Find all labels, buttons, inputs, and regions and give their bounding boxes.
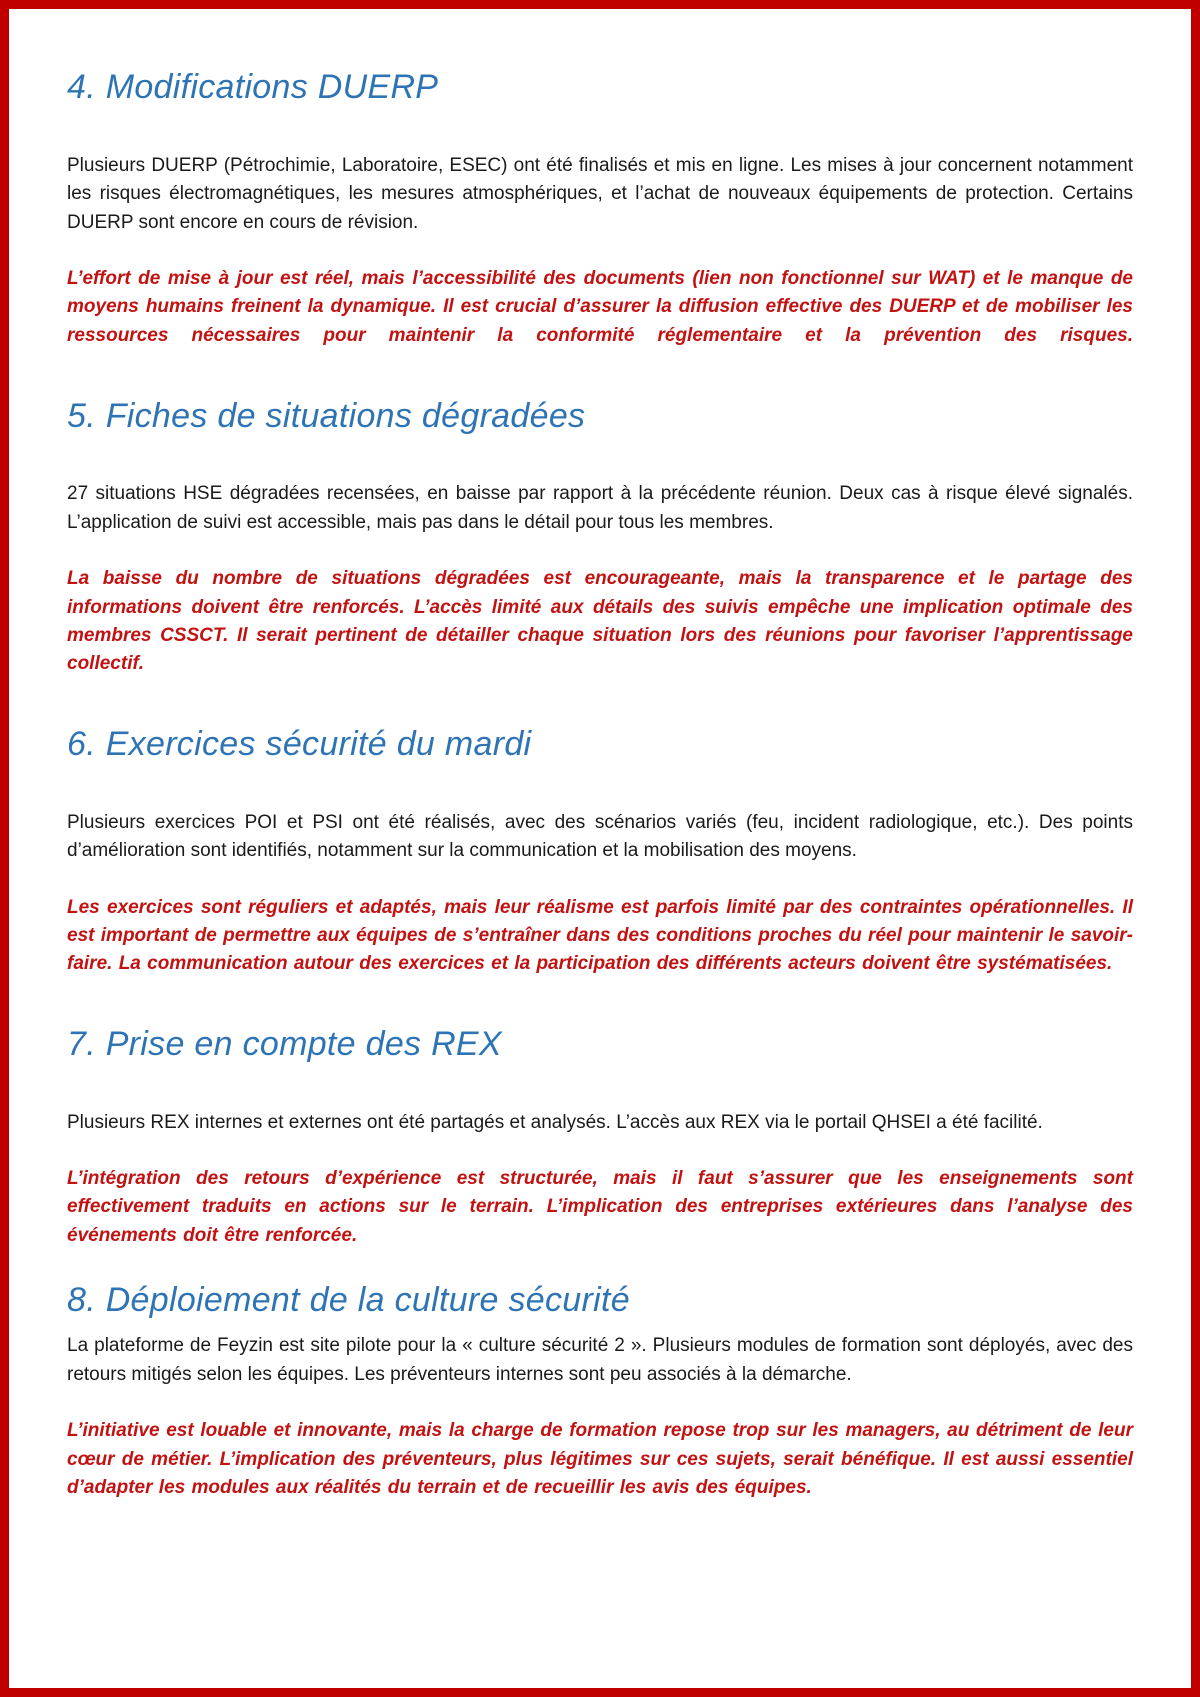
- section-heading: 8. Déploiement de la culture sécurité: [67, 1280, 630, 1319]
- section-modifications-duerp: [67, 67, 1133, 350]
- body-paragraph: Plusieurs REX internes et externes ont été partagés et analysés. L’accès aux REX via le portail QHSEI a été facilité.: [67, 1111, 1043, 1133]
- section-prise-en-compte-rex: [67, 1024, 1133, 1250]
- section-heading: 7. Prise en compte des REX: [67, 1024, 502, 1063]
- section-fiches-situations-degradees: [67, 396, 1133, 678]
- comment-paragraph: Les exercices sont réguliers et adaptés, mais leur réalisme est parfois limité par des contraintes opérationnelles. Il est important de permettre aux équipes de s’entraîner dans des conditions proches du réel pour maintenir le savoir-faire. La communication autour des exercices et la participation des différents acteurs doivent être systématisées.: [67, 896, 1133, 974]
- body-paragraph: 27 situations HSE dégradées recensées, en baisse par rapport à la précédente réunion. Deux cas à risque élevé signalés. L’application de suivi est accessible, mais pas dans le détail pour tous les membres.: [67, 483, 1133, 533]
- comment-paragraph: L’intégration des retours d’expérience est structurée, mais il faut s’assurer que les enseignements sont effectivement traduits en actions sur le terrain. L’implication des entreprises extérieures dans l’analyse des événements doit être renforcée.: [67, 1168, 1133, 1246]
- section-exercices-securite-mardi: [67, 724, 1133, 978]
- body-paragraph: Plusieurs DUERP (Pétrochimie, Laboratoire, ESEC) ont été finalisés et mis en ligne. Les mises à jour concernent notamment les risques électromagnétiques, les mesures atmosphériques, et l’achat de nouveaux équipements de protection. Certains DUERP sont encore en cours de révision.: [67, 154, 1133, 233]
- section-heading: 4. Modifications DUERP: [67, 68, 439, 106]
- comment-paragraph: L’initiative est louable et innovante, mais la charge de formation repose trop sur les managers, au détriment de leur cœur de métier. L’implication des préventeurs, plus légitimes sur ces sujets, serait bénéfique. Il est aussi essentiel d’adapter les modules aux réalités du terrain et de recueillir les avis des équipes.: [67, 1420, 1133, 1498]
- comment-paragraph: La baisse du nombre de situations dégradées est encourageante, mais la transparence et le partage des informations doivent être renforcés. L’accès limité aux détails des suivis empêche une implication optimale des membres CSSCT. Il serait pertinent de détailler chaque situation lors des réunions pour favoriser l’apprentissage collectif.: [67, 568, 1133, 674]
- body-paragraph: La plateforme de Feyzin est site pilote pour la « culture sécurité 2 ». Plusieurs modules de formation sont déployés, avec des retours mitigés selon les équipes. Les préventeurs internes sont peu associés à la démarche.: [67, 1335, 1133, 1385]
- body-paragraph: Plusieurs exercices POI et PSI ont été réalisés, avec des scénarios variés (feu, incident radiologique, etc.). Des points d’amélioration sont identifiés, notamment sur la communication et la mobilisation des moyens.: [67, 811, 1133, 862]
- section-heading: 5. Fiches de situations dégradées: [67, 396, 586, 435]
- section-heading: 6. Exercices sécurité du mardi: [67, 724, 532, 763]
- comment-paragraph: L’effort de mise à jour est réel, mais l’accessibilité des documents (lien non fonctionnel sur WAT) et le manque de moyens humains freinent la dynamique. Il est crucial d’assurer la diffusion effective des DUERP et de mobiliser les ressources nécessaires pour maintenir la conformité réglementaire et la prévention des risques.: [67, 268, 1133, 346]
- section-deploiement-culture-securite: [67, 1280, 1133, 1502]
